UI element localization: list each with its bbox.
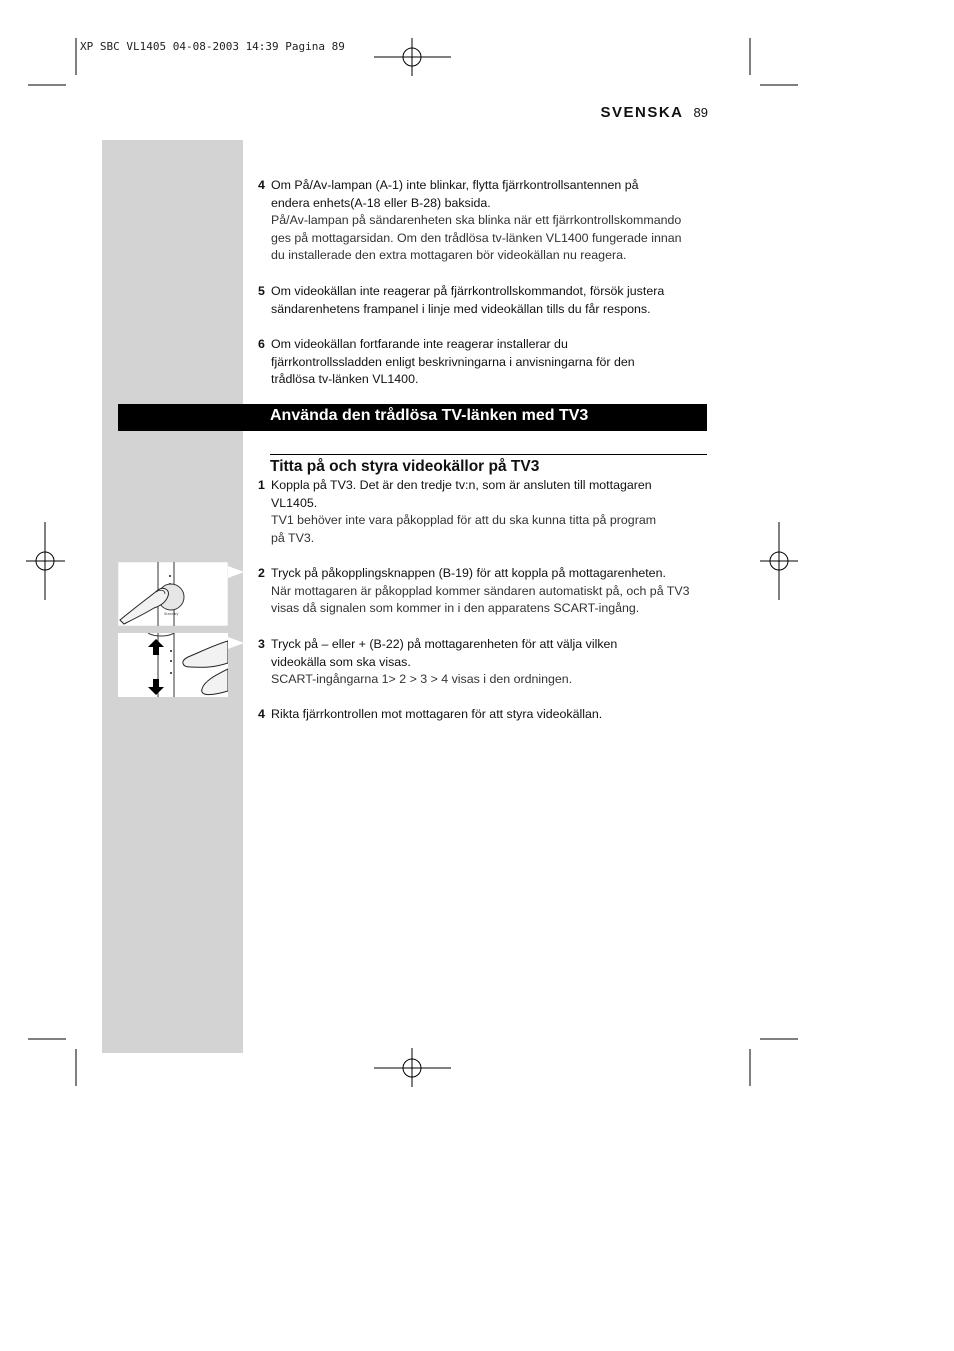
step-number: 5 (258, 284, 265, 298)
step-text: videokälla som ska visas. (271, 654, 411, 669)
callout-pointer-icon (228, 566, 244, 578)
step-text: Om videokällan inte reagerar på fjärrkontrollskommandot, försök justera (271, 284, 665, 298)
step-note: TV1 behöver inte vara påkopplad för att du ska kunna titta på program (271, 513, 657, 528)
step-text: endera enhets(A-18 eller B-28) baksida. (271, 195, 491, 210)
subsection-rule (270, 454, 707, 455)
step-item (258, 177, 708, 265)
step-number: 4 (258, 178, 265, 192)
step-number: 2 (258, 566, 265, 580)
step-note: På/Av-lampan på sändarenheten ska blinka när ett fjärrkontrollskommando (271, 213, 682, 228)
step-number: 3 (258, 637, 265, 651)
step-item (258, 565, 708, 618)
step-item (258, 706, 708, 724)
step-note: visas då signalen som kommer in i den apparatens SCART-ingång. (271, 601, 640, 616)
print-slug: XP SBC VL1405 04-08-2003 14:39 Pagina 89 (80, 40, 345, 53)
step-note: ges på mottagarsidan. Om den trådlösa tv-länken VL1400 fungerade innan (271, 230, 682, 245)
step-text: fjärrkontrollssladden enligt beskrivningarna i anvisningarna för den (271, 354, 635, 369)
step-text: VL1405. (271, 495, 318, 510)
step-text: Rikta fjärrkontrollen mot mottagaren för att styra videokällan. (271, 707, 603, 721)
page-header (560, 104, 708, 121)
step-number: 1 (258, 478, 265, 492)
step-item (258, 477, 708, 547)
channel-updown-illustration (118, 633, 228, 697)
step-text: trådlösa tv-länken VL1400. (271, 372, 419, 387)
step-note: SCART-ingångarna 1> 2 > 3 > 4 visas i den ordningen. (271, 672, 573, 687)
step-number: 4 (258, 707, 265, 721)
page-number: 89 (693, 105, 708, 120)
step-text: Tryck på påkopplingsknappen (B-19) för att koppla på mottagarenheten. (271, 566, 666, 580)
standby-button-illustration (118, 562, 228, 626)
step-item (258, 283, 708, 318)
step-item (258, 636, 708, 689)
language-label: SVENSKA (600, 104, 684, 121)
subsection-title: Titta på och styra videokällor på TV3 (270, 458, 540, 475)
step-text: Om På/Av-lampan (A-1) inte blinkar, flytta fjärrkontrollsantennen på (271, 178, 639, 192)
standby-label: Standby (164, 612, 179, 616)
section-title: Använda den trådlösa TV-länken med TV3 (270, 407, 589, 424)
step-number: 6 (258, 337, 265, 351)
step-note: När mottagaren är påkopplad kommer sändaren automatiskt på, och på TV3 (271, 583, 690, 598)
callout-pointer-icon (228, 637, 244, 649)
step-text: Koppla på TV3. Det är den tredje tv:n, som är ansluten till mottagaren (271, 478, 652, 492)
step-note: du installerade den extra mottagaren bör videokällan nu reagera. (271, 248, 627, 263)
step-text: Tryck på – eller + (B-22) på mottagarenheten för att välja vilken (271, 637, 618, 651)
step-note: på TV3. (271, 530, 315, 545)
step-text: Om videokällan fortfarande inte reagerar installerar du (271, 337, 568, 351)
step-item (258, 336, 708, 389)
step-text: sändarenhetens frampanel i linje med videokällan tills du får respons. (271, 301, 651, 316)
